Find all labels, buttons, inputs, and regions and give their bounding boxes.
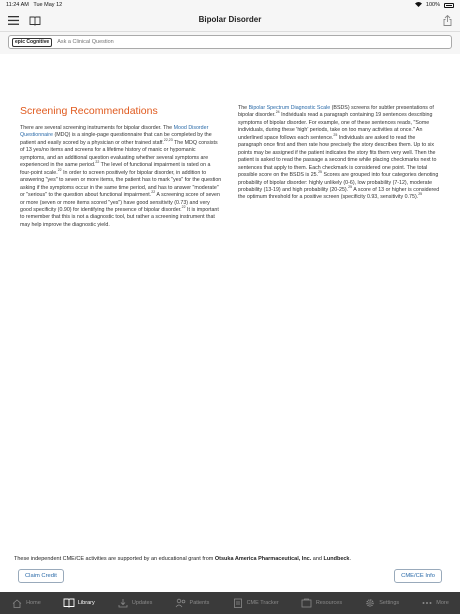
citation[interactable]: 22 [151, 190, 156, 195]
cme-info-button[interactable]: CME/CE Info [394, 569, 442, 583]
text: The [238, 105, 249, 111]
bsds-link[interactable]: Bipolar Spectrum Diagnostic Scale [248, 105, 331, 111]
search-bar [0, 32, 460, 54]
resources-icon [301, 598, 313, 608]
tab-resources[interactable] [301, 598, 342, 608]
status-time: 11:24 AM [6, 2, 29, 8]
article-right-column [238, 105, 440, 229]
article-left-column [20, 105, 222, 229]
tab-patients[interactable] [175, 598, 210, 608]
sponsor-name: Lundbeck [323, 556, 350, 562]
tab-more[interactable] [421, 598, 449, 608]
search-input[interactable] [57, 39, 448, 45]
text: Individuals are asked to read the paragraph once first and then rate how precisely the story describes them. Up to six points may be assigned if the patient indicates the story fits them very well. Then the patient is asked to read the passage a second time while placing checkmarks next to sentences that apply to them. Each checkmark is considered one point. The total possible score on the BSDS is 25. [238, 134, 437, 179]
text: Individuals read a paragraph containing 19 sentences describing symptoms of bipolar disorder. For example, one of these sentences reads, "Some individuals, during these 'high' periods, take on too many activities at once." An underlined space follows each sentence. [238, 112, 433, 141]
text: The MDQ consists of 13 yes/no items and screens for a lifetime history of manic or hypomanic symptoms, and an additional question evaluating whether several symptoms are experienced in the same period. [20, 139, 218, 169]
epic-cognitive-logo: epic Cognitive [12, 38, 52, 47]
page-title: Bipolar Disorder [198, 15, 262, 24]
text: In order to screen positively for bipolar disorder, in addition to answering "yes" to seven or more items, the patient has to mark "yes" for the question asking if the symptoms occur in the same time period, and has to answer "moderate" or "serious" to the question about functional impairment. [20, 169, 222, 199]
tab-label: Patients [189, 600, 210, 606]
text: (MDQ) is a single-page questionnaire that can be completed by the patient and easily scored by a physician or other trained staff. [20, 132, 212, 146]
bsds-paragraph [238, 105, 440, 202]
gear-icon [364, 598, 376, 608]
wifi-icon [415, 2, 422, 9]
home-icon [11, 598, 23, 608]
text: . [349, 556, 352, 562]
text: It is important to remember that this is not a diagnostic tool, but rather a screening instrument that may help improve the diagnostic yield. [20, 206, 219, 228]
text: and [311, 556, 324, 562]
text: These independent CME/CE activities are supported by an educational grant from [14, 556, 215, 562]
tab-label: CME Tracker [246, 600, 279, 606]
text: There are several screening instruments for bipolar disorder. The [20, 125, 174, 131]
tab-home[interactable] [11, 598, 41, 608]
battery-icon [444, 3, 454, 8]
tracker-icon [232, 598, 244, 608]
nav-bar [0, 10, 460, 32]
sponsor-notice [14, 556, 450, 562]
text: Scores are grouped into four categories denoting probability of bipolar disorder: highly unlikely (0-6), low probability (7-12), moderate probability (13-19) and high probability (20-25). [238, 172, 439, 193]
tab-bar [0, 592, 460, 614]
mdq-paragraph [20, 125, 222, 229]
citation[interactable]: 25 [318, 170, 322, 175]
text: A screening score of seven or more (seven or more items scored "yes") have good sensitivity (0.73) and very good specificity (0.90) for identifying the presence of bipolar disorder. [20, 192, 220, 213]
citation[interactable]: 22 [181, 205, 186, 210]
citation[interactable]: 24 [275, 110, 280, 115]
tab-settings[interactable] [364, 598, 399, 608]
more-icon [421, 598, 433, 608]
download-icon [117, 598, 129, 608]
status-bar [0, 0, 460, 10]
menu-icon[interactable] [8, 16, 19, 25]
tab-label: Updates [131, 600, 153, 606]
citation[interactable]: 25 [348, 185, 353, 190]
share-icon[interactable] [443, 15, 452, 26]
tab-library[interactable] [63, 598, 95, 608]
article-content [20, 105, 440, 229]
text: (BSDS) screens for subtler presentations of bipolar disorder. [238, 105, 434, 119]
text: The level of functional impairment is rated on a four-point scale. [20, 162, 211, 176]
text: A score of 13 or higher is considered the optimum threshold for a positive screen (specificity 0.93, sensitivity 0.75). [238, 186, 440, 201]
search-box[interactable] [8, 35, 452, 49]
book-icon[interactable] [29, 16, 41, 26]
tab-label: Home [26, 600, 41, 606]
mdq-link[interactable]: Mood Disorder Questionnaire [20, 125, 209, 139]
tab-label: Library [77, 600, 95, 606]
battery-percent: 100% [425, 2, 440, 8]
section-heading: Screening Recommendations [20, 105, 158, 117]
sponsor-name: Otsuka America Pharmaceutical, Inc. [214, 556, 312, 562]
tab-label: Settings [379, 600, 400, 606]
tab-cme-tracker[interactable] [232, 598, 279, 608]
tab-label: More [436, 600, 449, 606]
citation[interactable]: 22,23 [163, 138, 173, 143]
citation[interactable]: 25 [418, 192, 423, 197]
patients-icon [175, 598, 187, 608]
citation[interactable]: 22 [57, 167, 62, 172]
citation[interactable]: 22 [95, 160, 100, 165]
citation[interactable]: 25 [333, 133, 338, 138]
status-date: Tue May 12 [33, 2, 63, 8]
library-icon [63, 598, 75, 608]
cme-button-row [18, 569, 442, 583]
tab-label: Resources [315, 600, 343, 606]
tab-updates[interactable] [117, 598, 153, 608]
claim-credit-button[interactable]: Claim Credit [18, 569, 64, 583]
